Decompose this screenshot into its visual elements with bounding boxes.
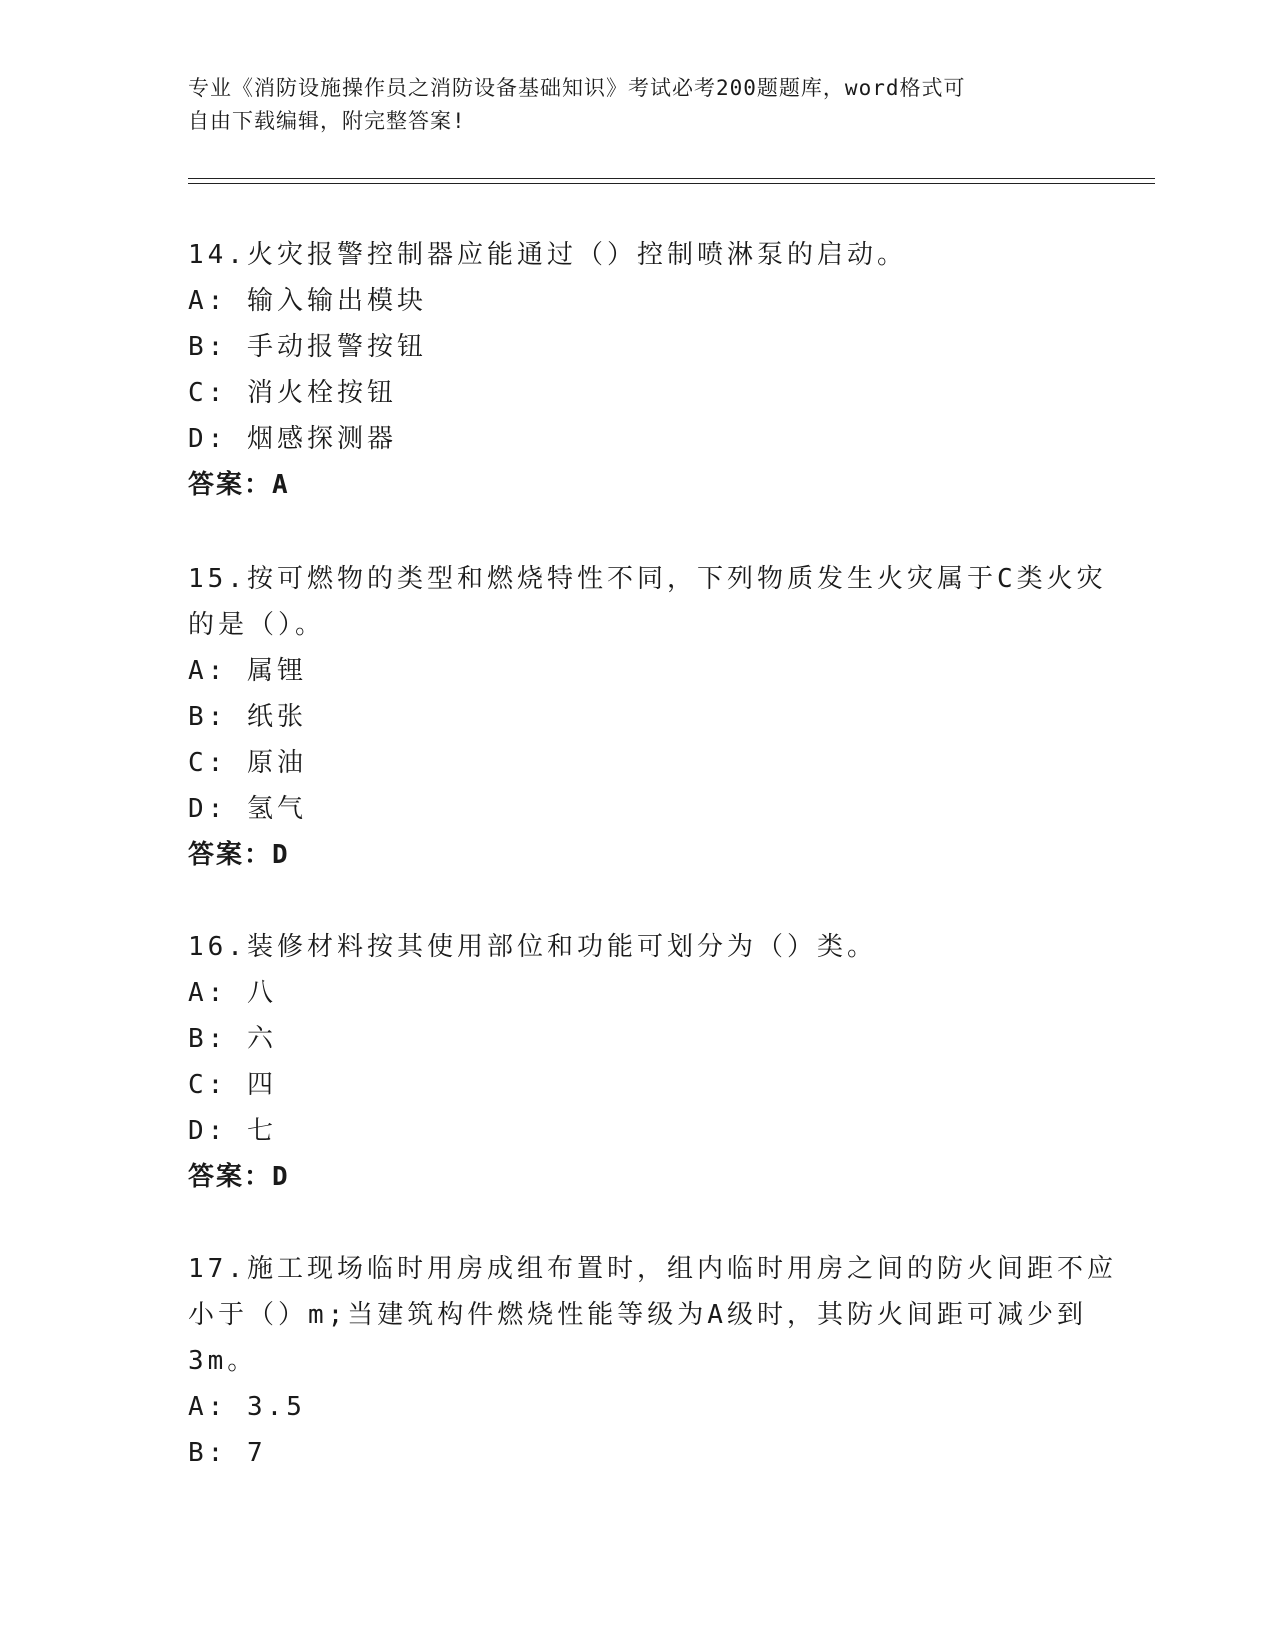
question-17 (188, 1246, 1117, 1476)
question-stem: 14.火灾报警控制器应能通过（）控制喷淋泵的启动。 (188, 240, 907, 270)
header-divider-bottom (188, 183, 1155, 184)
question-16 (188, 924, 1088, 1200)
option-b: B: 六 (188, 1024, 277, 1054)
answer: 答案：D (188, 1162, 290, 1192)
option-a: A: 3.5 (188, 1392, 306, 1422)
question-14 (188, 232, 1088, 508)
answer: 答案：A (188, 470, 290, 500)
option-a: A: 输入输出模块 (188, 286, 427, 316)
question-stem-line-3: 3m。 (188, 1346, 258, 1376)
question-stem-line-1: 17.施工现场临时用房成组布置时，组内临时用房之间的防火间距不应 (188, 1254, 1117, 1284)
answer: 答案：D (188, 840, 290, 870)
option-d: D: 氢气 (188, 794, 307, 824)
option-c: C: 消火栓按钮 (188, 378, 397, 408)
option-b: B: 7 (188, 1438, 267, 1468)
question-stem-line-2: 的是（）。 (188, 610, 326, 640)
option-c: C: 原油 (188, 748, 307, 778)
header-divider-top (188, 178, 1155, 179)
option-a: A: 八 (188, 978, 277, 1008)
question-stem: 16.装修材料按其使用部位和功能可划分为（）类。 (188, 932, 877, 962)
question-15 (188, 556, 1107, 878)
option-d: D: 烟感探测器 (188, 424, 397, 454)
option-b: B: 手动报警按钮 (188, 332, 427, 362)
document-header (188, 72, 1068, 138)
question-stem-line-1: 15.按可燃物的类型和燃烧特性不同，下列物质发生火灾属于C类火灾 (188, 564, 1107, 594)
option-a: A: 属锂 (188, 656, 307, 686)
question-stem-line-2: 小于（）m;当建筑构件燃烧性能等级为A级时，其防火间距可减少到 (188, 1300, 1087, 1330)
header-line-1: 专业《消防设施操作员之消防设备基础知识》考试必考200题题库，word格式可 (188, 76, 966, 100)
header-line-2: 自由下载编辑，附完整答案! (188, 109, 466, 133)
option-c: C: 四 (188, 1070, 277, 1100)
option-b: B: 纸张 (188, 702, 307, 732)
option-d: D: 七 (188, 1116, 277, 1146)
